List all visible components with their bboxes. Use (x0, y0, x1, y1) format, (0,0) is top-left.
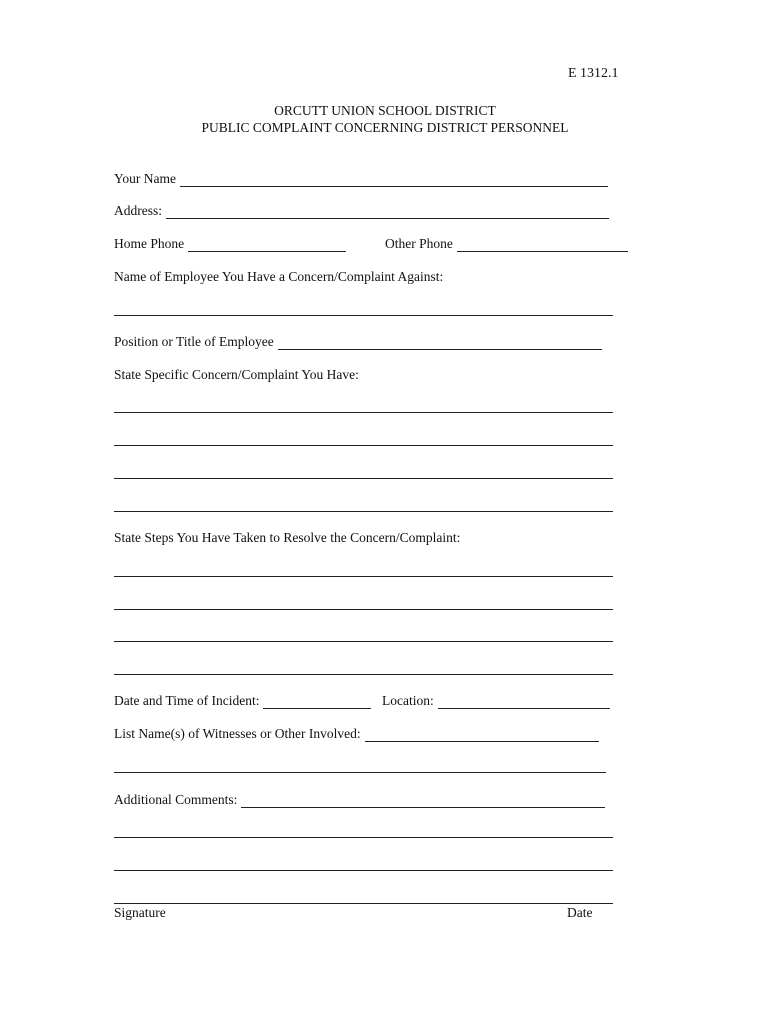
other-phone-field[interactable] (457, 236, 628, 252)
comments-row (114, 790, 605, 808)
witnesses-line[interactable] (114, 771, 606, 773)
your-name-row (114, 169, 608, 187)
position-field[interactable] (278, 334, 602, 350)
steps-line-2[interactable] (114, 608, 613, 610)
witnesses-row (114, 724, 599, 742)
steps-line-4[interactable] (114, 673, 613, 675)
steps-line-1[interactable] (114, 575, 613, 577)
concern-row (114, 365, 359, 383)
employee-name-label: Name of Employee You Have a Concern/Complaint Against: (114, 269, 444, 284)
home-phone-field[interactable] (188, 236, 346, 252)
concern-line-4[interactable] (114, 510, 613, 512)
comments-field[interactable] (241, 792, 605, 808)
comments-label: Additional Comments: (114, 792, 238, 807)
form-title: PUBLIC COMPLAINT CONCERNING DISTRICT PERSONNEL (201, 120, 569, 135)
address-row (114, 201, 609, 219)
comments-line-2[interactable] (114, 869, 613, 871)
your-name-label: Your Name (114, 171, 177, 186)
date-time-row (114, 691, 371, 709)
address-label: Address: (114, 203, 162, 218)
district-name: ORCUTT UNION SCHOOL DISTRICT (274, 103, 496, 118)
date-time-label: Date and Time of Incident: (114, 693, 260, 708)
date-label: Date (567, 905, 593, 920)
signature-line[interactable] (114, 902, 613, 904)
other-phone-label: Other Phone (385, 236, 453, 251)
steps-line-3[interactable] (114, 640, 613, 642)
concern-line-2[interactable] (114, 444, 613, 446)
other-phone-row (385, 234, 628, 252)
home-phone-row (114, 234, 346, 252)
date-time-field[interactable] (263, 693, 371, 709)
location-row (382, 691, 610, 709)
concern-label: State Specific Concern/Complaint You Have: (114, 367, 359, 382)
document-code: E 1312.1 (568, 66, 619, 81)
location-label: Location: (382, 693, 434, 708)
location-field[interactable] (438, 693, 610, 709)
position-label: Position or Title of Employee (114, 334, 274, 349)
concern-line-3[interactable] (114, 477, 613, 479)
employee-name-line[interactable] (114, 314, 613, 316)
signature-label: Signature (114, 905, 166, 920)
witnesses-label: List Name(s) of Witnesses or Other Involved: (114, 726, 361, 741)
employee-name-row (114, 267, 443, 285)
home-phone-label: Home Phone (114, 236, 185, 251)
comments-line-1[interactable] (114, 836, 613, 838)
steps-row (114, 528, 460, 546)
address-field[interactable] (166, 203, 609, 219)
concern-line-1[interactable] (114, 411, 613, 413)
your-name-field[interactable] (180, 171, 608, 187)
position-row (114, 332, 602, 350)
steps-label: State Steps You Have Taken to Resolve the Concern/Complaint: (114, 530, 461, 545)
witnesses-field[interactable] (365, 726, 599, 742)
